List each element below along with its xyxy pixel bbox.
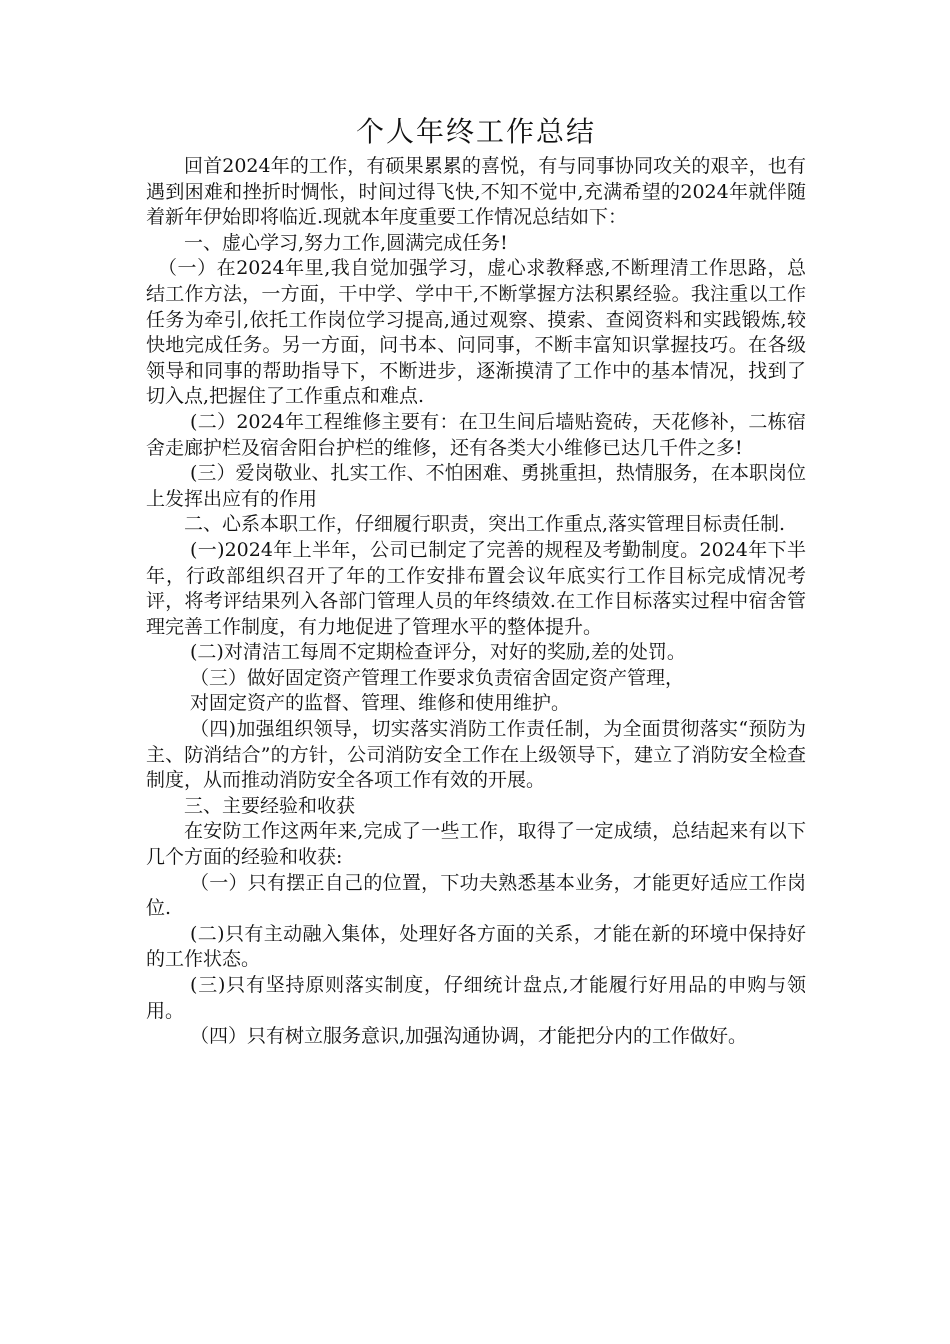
paragraph: （一）只有摆正自己的位置，下功夫熟悉基本业务，才能更好适应工作岗位. (146, 871, 806, 920)
paragraph: (二)对清洁工每周不定期检查评分，对好的奖励,差的处罚。 (190, 641, 686, 664)
paragraph: 对固定资产的监督、管理、维修和使用维护。 (190, 692, 571, 715)
document-page (146, 112, 806, 1050)
paragraph: (二）2024年工程维修主要有：在卫生间后墙贴瓷砖，天花修补，二栋宿舍走廊护栏及宿舍阳台护栏的维修，还有各类大小维修已达几千件之多! (146, 410, 806, 459)
paragraph: （四)加强组织领导，切实落实消防工作责任制，为全面贯彻落实“预防为主、防消结合”的方针，公司消防安全工作在上级领导下，建立了消防安全检查制度，从而推动消防安全各项工作有效的开展。 (146, 718, 806, 792)
paragraph: （三）做好固定资产管理工作要求负责宿舍固定资产管理， (190, 666, 685, 689)
paragraph: (三)只有坚持原则落实制度，仔细统计盘点,才能履行好用品的申购与领用。 (146, 974, 806, 1022)
paragraph: （一）在2024年里,我自觉加强学习，虚心求教释惑,不断理清工作思路，总结工作方法，一方面，干中学、学中干,不断掌握方法积累经验。我注重以工作任务为牵引,依托工作岗位学习提高,通过观察、摸索、查阅资料和实践锻炼,较快地完成任务。另一方面，问书本、问同事，不断丰富知识掌握技巧。在各级领导和同事的帮助指导下，不断进步，逐渐摸清了工作中的基本情况，找到了切入点,把握住了工作重点和难点. (146, 257, 806, 408)
paragraph: (一)2024年上半年，公司已制定了完善的规程及考勤制度。2024年下半年，行政部组织召开了年的工作安排布置会议年底实行工作目标完成情况考评，将考评结果列入各部门管理人员的年终绩效.在工作目标落实过程中宿舍管理完善工作制度，有力地促进了管理水平的整体提升。 (146, 538, 806, 638)
paragraph: 回首2024年的工作，有硕果累累的喜悦，有与同事协同攻关的艰辛，也有遇到困难和挫折时惆怅，时间过得飞快,不知不觉中,充满希望的2024年就伴随着新年伊始即将临近.现就本年度重要工作情况总结如下： (146, 155, 806, 229)
document-body (146, 154, 806, 1050)
paragraph: 一、虚心学习,努力工作,圆满完成任务! (184, 231, 508, 254)
document-title: 个人年终工作总结 (355, 115, 596, 148)
paragraph: (三）爱岗敬业、扎实工作、不怕困难、勇挑重担，热情服务，在本职岗位上发挥出应有的作用 (146, 462, 806, 510)
paragraph: （四）只有树立服务意识,加强沟通协调，才能把分内的工作做好。 (190, 1025, 748, 1048)
paragraph: (二)只有主动融入集体，处理好各方面的关系，才能在新的环境中保持好的工作状态。 (146, 922, 806, 971)
paragraph: 三、主要经验和收获 (184, 794, 356, 817)
paragraph: 在安防工作这两年来,完成了一些工作，取得了一定成绩，总结起来有以下几个方面的经验和收获: (146, 820, 806, 869)
paragraph: 二、心系本职工作，仔细履行职责，突出工作重点,落实管理目标责任制. (184, 513, 786, 536)
